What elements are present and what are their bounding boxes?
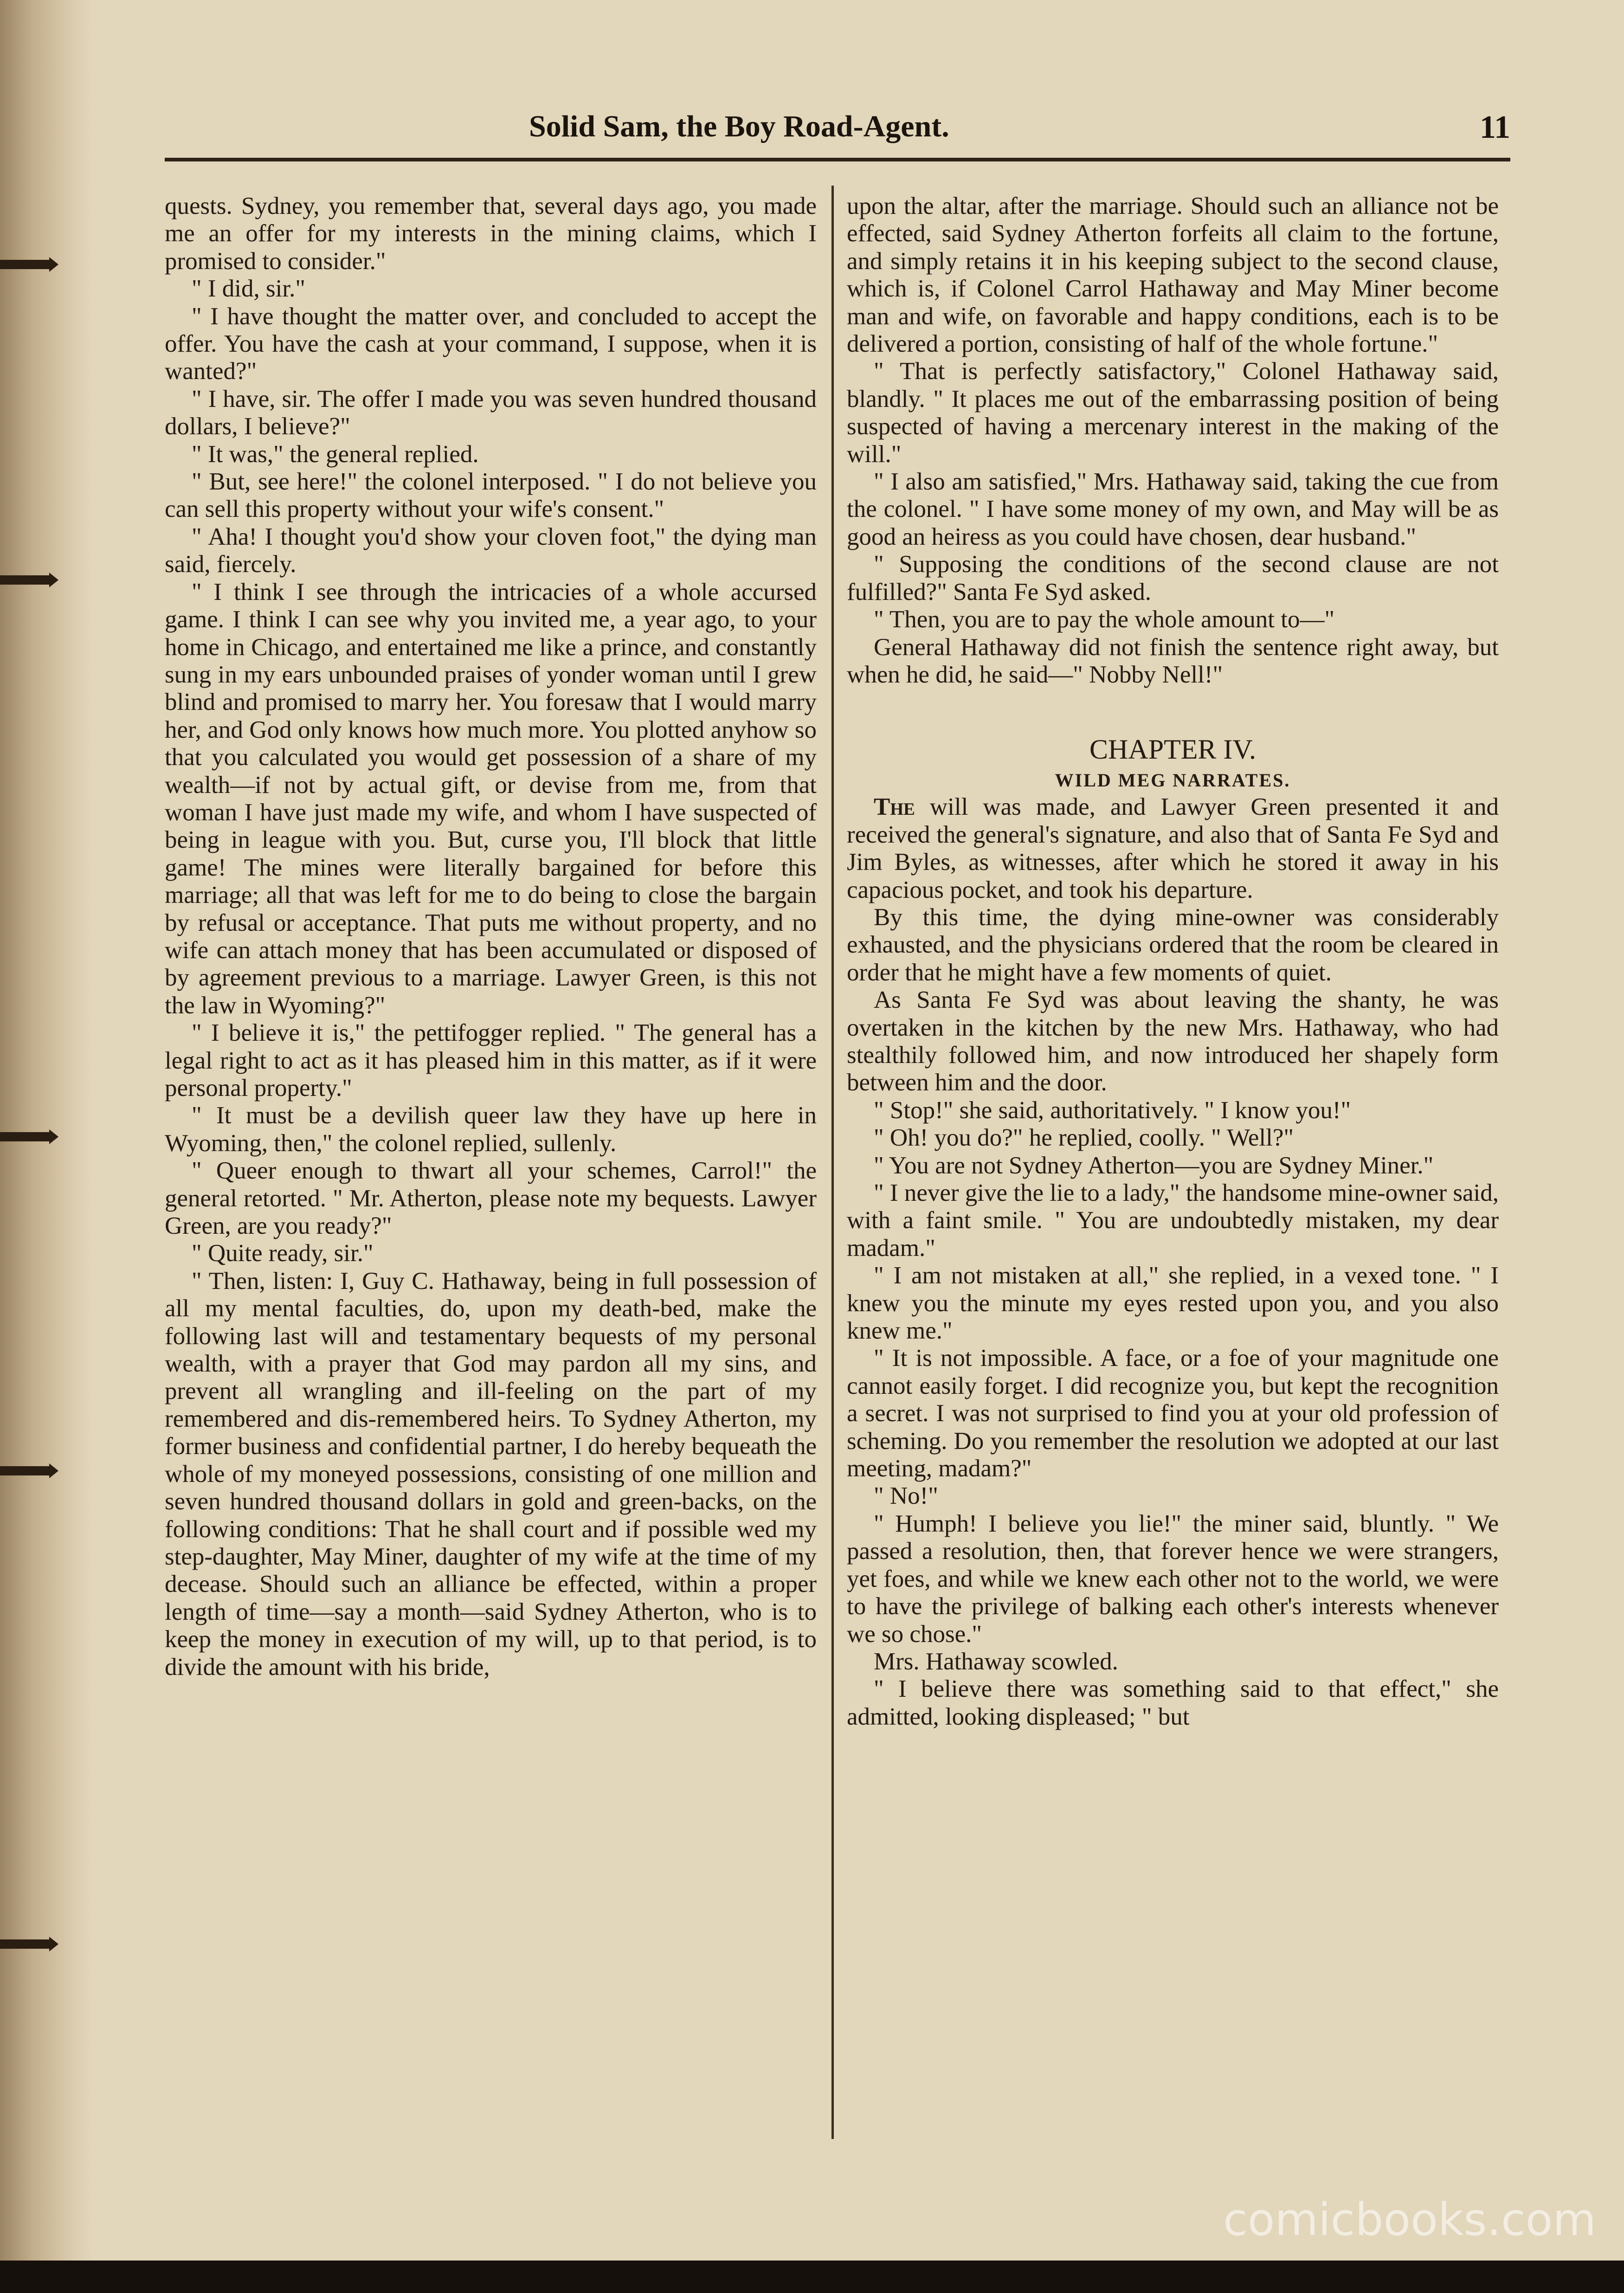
paragraph: General Hathaway did not finish the sentence right away, but when he did, he said—" Nobby Nell!": [847, 633, 1499, 688]
binding-thread-mark: [0, 1939, 51, 1949]
running-title: Solid Sam, the Boy Road-Agent.: [529, 109, 949, 143]
lead-word: The: [874, 793, 915, 821]
paragraph: " But, see here!" the colonel interposed. " I do not believe you can sell this property without your wife's consent.": [165, 468, 817, 523]
chapter-opening-paragraph: [847, 793, 1499, 904]
paragraph: As Santa Fe Syd was about leaving the shanty, he was overtaken in the kitchen by the new Mrs. Hathaway, who had stealthily followed him, and now introduced her shapely form between him and the door.: [847, 986, 1499, 1096]
paragraph: " Queer enough to thwart all your schemes, Carrol!" the general retorted. " Mr. Atherton, please note my bequests. Lawyer Green, are you ready?": [165, 1157, 817, 1240]
chapter-subtitle: WILD MEG NARRATES.: [1055, 770, 1291, 791]
paragraph: " I also am satisfied," Mrs. Hathaway said, taking the cue from the colonel. " I have some money of my own, and May will be as good an heiress as you could have chosen, dear husband.": [847, 468, 1499, 550]
paragraph: " Aha! I thought you'd show your cloven foot," the dying man said, fiercely.: [165, 523, 817, 578]
paragraph: " Oh! you do?" he replied, coolly. " Well?": [874, 1124, 1294, 1152]
binding-thread-mark: [0, 1466, 51, 1475]
paragraph: " It was," the general replied.: [192, 440, 479, 468]
paragraph: " I think I see through the intricacies of a whole accursed game. I think I can see why you invited me, a year ago, to your home in Chicago, and entertained me like a prince, and constantly sung in my ears unbounded praises of yonder woman until I grew blind and promised to marry her. You foresaw that I would marry her, and God only knows how much more. You plotted anyhow so that you calculated you would get possession of a share of my wealth—if not by actual gift, or devise from me, from that woman I have just made my wife, and whom I have suspected of being in league with you. But, curse you, I'll block that little game! The mines were literally bargained for before this marriage; all that was left for me to do being to close the bargain by refusal or acceptance. That puts me without property, and no wife can attach money that has been accumulated or disposed of by agreement previous to a marriage. Lawyer Green, is this not the law in Wyoming?": [165, 578, 817, 1019]
paragraph: " I believe it is," the pettifogger replied. " The general has a legal right to act as it has pleased him in this matter, as if it were personal property.": [165, 1019, 817, 1101]
paragraph: " Quite ready, sir.": [192, 1240, 374, 1267]
paragraph: " I am not mistaken at all," she replied, in a vexed tone. " I knew you the minute my eyes rested upon you, and you also knew me.": [847, 1262, 1499, 1345]
paragraph: " Then, you are to pay the whole amount to—": [874, 606, 1335, 633]
left-column: [165, 193, 817, 2132]
paragraph: upon the altar, after the marriage. Should such an alliance not be effected, said Sydney Atherton forfeits all claim to the fortune, and simply retains it in his keeping subject to the second clause, which is, if Colonel Carrol Hathaway and May Miner become man and wife, on favorable and happy conditions, each is to be delivered a portion, consisting of half of the whole fortune.": [847, 193, 1499, 358]
binding-thread-mark: [0, 1132, 51, 1141]
page-number: 11: [1479, 109, 1510, 145]
right-column: [847, 193, 1499, 2132]
chapter-title: CHAPTER IV.: [1089, 734, 1256, 765]
paragraph: " I have, sir. The offer I made you was seven hundred thousand dollars, I believe?": [165, 385, 817, 440]
binding-gutter: [0, 0, 93, 2293]
column-rule: [831, 186, 834, 2139]
paragraph: " I believe there was something said to that effect," she admitted, looking displeased; " but: [847, 1675, 1499, 1730]
paragraph: " You are not Sydney Atherton—you are Sydney Miner.": [874, 1152, 1434, 1179]
watermark: comicbooks.com: [1223, 2194, 1596, 2246]
paragraph: " Supposing the conditions of the second clause are not fulfilled?" Santa Fe Syd asked.: [847, 551, 1499, 605]
header-rule: [165, 158, 1510, 161]
paragraph: " Stop!" she said, authoritatively. " I know you!": [874, 1096, 1351, 1124]
binding-thread-mark: [0, 575, 51, 585]
paragraph: " I did, sir.": [192, 275, 305, 303]
paragraph: " Humph! I believe you lie!" the miner said, bluntly. " We passed a resolution, then, that forever hence we were strangers, yet foes, and while we knew each other not to the world, we were to have the privilege of balking each other's interests whenever we so chose.": [847, 1510, 1499, 1648]
paragraph: " It is not impossible. A face, or a foe of your magnitude one cannot easily forget. I did recognize you, but kept the recognition a secret. I was not surprised to find you at your old profession of scheming. Do you remember the resolution we adopted at our last meeting, madam?": [847, 1345, 1499, 1482]
paragraph: " I have thought the matter over, and concluded to accept the offer. You have the cash at your command, I suppose, when it is wanted?": [165, 303, 817, 385]
paragraph: Mrs. Hathaway scowled.: [874, 1648, 1118, 1675]
scan-bottom-edge: [0, 2261, 1624, 2293]
paragraph: By this time, the dying mine-owner was considerably exhausted, and the physicians ordered that the room be cleared in order that he might have a few moments of quiet.: [847, 903, 1499, 986]
paragraph: " I never give the lie to a lady," the handsome mine-owner said, with a faint smile. " You are undoubtedly mistaken, my dear madam.": [847, 1179, 1499, 1262]
paragraph: " It must be a devilish queer law they have up here in Wyoming, then," the colonel replied, sullenly.: [165, 1102, 817, 1157]
paragraph: " That is perfectly satisfactory," Colonel Hathaway said, blandly. " It places me out of the embarrassing position of being suspected of having a mercenary interest in the making of the will.": [847, 358, 1499, 468]
paragraph: " Then, listen: I, Guy C. Hathaway, being in full possession of all my mental faculties, do, upon my death-bed, make the following last will and testamentary bequests of my personal wealth, with a prayer that God may pardon all my sins, and prevent all wrangling and ill-feeling on the part of my remembered and dis-remembered heirs. To Sydney Atherton, my former business and confidential partner, I do hereby bequeath the whole of my moneyed possessions, consisting of one million and seven hundred thousand dollars in gold and green-backs, on the following conditions: That he shall court and if possible wed my step-daughter, May Miner, daughter of my wife at the time of my decease. Should such an alliance be effected, within a proper length of time—say a month—said Sydney Atherton, who is to keep the money in execution of my will, up to that period, is to divide the amount with his bride,: [165, 1267, 817, 1681]
paragraph-text: will was made, and Lawyer Green presented it and received the general's signature, and also that of Santa Fe Syd and Jim Byles, as witnesses, after which he stored it away in his capacious pocket, and took his departure.: [847, 793, 1499, 903]
binding-thread-mark: [0, 260, 51, 269]
paragraph: quests. Sydney, you remember that, several days ago, you made me an offer for my interests in the mining claims, which I promised to consider.": [165, 193, 817, 275]
paragraph: " No!": [874, 1482, 938, 1510]
